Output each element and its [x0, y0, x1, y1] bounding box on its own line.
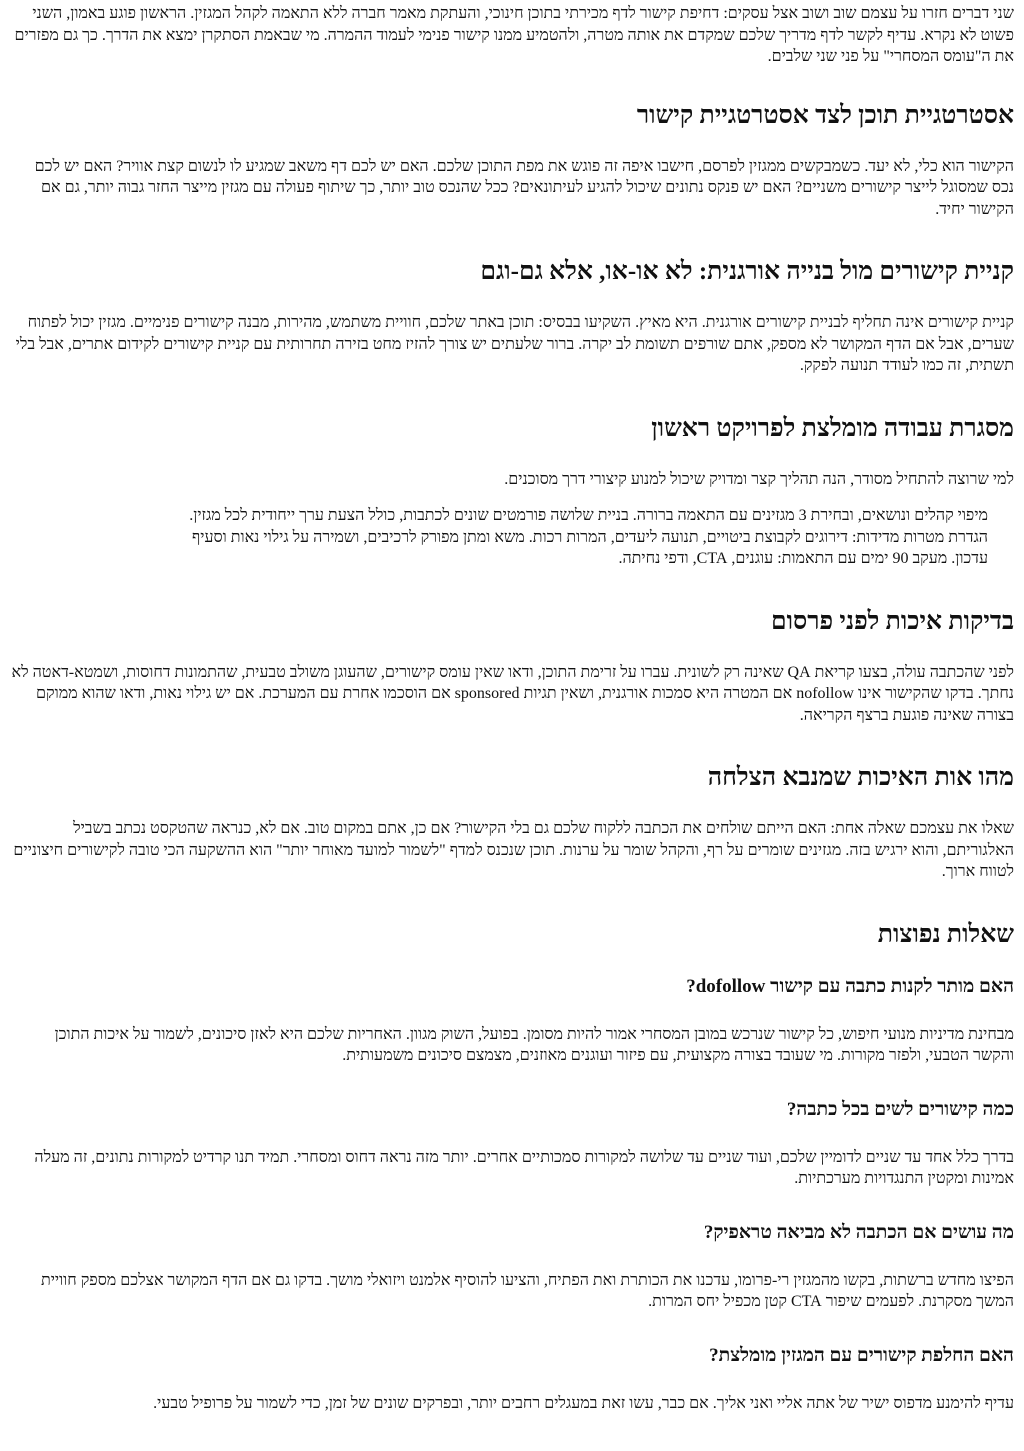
faq-question: האם החלפת קישורים עם המגזין מומלצת? — [709, 1344, 1014, 1366]
faq-question: האם מותר לקנות כתבה עם קישור dofollow? — [686, 975, 1014, 997]
faq-question: מה עושים אם הכתבה לא מביאה טראפיק? — [703, 1221, 1014, 1243]
framework-list — [10, 505, 1014, 570]
section-body-content-strategy: הקישור הוא כלי, לא יעד. כשמבקשים ממגזין לפרסם, חישבו איפה זה פוגש את מפת התוכן שלכם. האם יש לכם דף משאב שמגיע לו לנשום קצת אוויר? האם יש לכם נכס שמסוגל לייצר קישורים משניים? האם יש פנקס נתונים שיכול להגיע לעיתונאים? ככל שהנכס טוב יותר, כך שיתוף פעולה עם מגזין מייצר החזר גבוה יותר, גם אם הקישור יחיד. — [34, 157, 1014, 218]
section-body-quality-checks: לפני שהכתבה עולה, בצעו קריאת QA שאינה רק לשונית. עברו על זרימת התוכן, ודאו שאין עומס קישורים, שהעוגן משולב טבעית, שהתמונות דחוסות, ושמטא-דאטה לא נחתך. בדקו שהקישור אינו nofollow אם המטרה היא סמכות אורגנית, ושאין תגיות sponsored אם הוסכמו אחרת עם המערכת. אם יש גילוי נאות, ודאו שהוא ממוקם בצורה שאינה פוגעת ברצף הקריאה. — [11, 663, 1014, 724]
faq-answer: הפיצו מחדש ברשתות, בקשו מהמגזין רי-פרומו, עדכנו את הכותרת ואת הפתיח, והציעו להוסיף אלמנט ויזואלי מושך. בדקו גם אם הדף המקושר אצלכם מספק חוויית המשך מסקרנת. לפעמים שיפור CTA קטן מכפיל יחס המרות. — [40, 1271, 1014, 1310]
list-item: הגדרת מטרות מדידות: דירוגים לקבוצת ביטויים, תנועה ליעדים, המרות רכות. משא ומתן מפורק לרכיבים, ושמירה על גילוי נאות וסעיף — [191, 528, 988, 546]
faq-answer: עדיף להימנע מדפוס ישיר של אתה אליי ואני אליך. אם כבר, עשו זאת במעגלים רחבים יותר, ובפרקים שונים של זמן, כדי לשמור על פרופיל טבעי. — [153, 1394, 1014, 1412]
section-heading-content-strategy: אסטרטגיית תוכן לצד אסטרטגיית קישור — [636, 101, 1014, 129]
intro-paragraph: שני דברים חזרו על עצמם שוב ושוב אצל עסקים: דחיפת קישור לדף מכירתי בתוכן חינוכי, והעתקת מאמר חברה ללא התאמה לקהל המגזין. הראשון פוגע באמון, השני פשוט לא נקרא. עדיף לקשר לדף מדריך שלכם שמקדם את אותה מטרה, ולהטמיע ממנו קישור פנימי לעמוד ההמרה. מי שבאמת הסתקרן ימצא את הדרך. כך גם מפזרים את ה"עומס המסחרי" על פני שני שלבים. — [14, 5, 1014, 65]
section-heading-quality-signal: מהו אות האיכות שמנבא הצלחה — [707, 764, 1014, 791]
section-body-quality-signal: שאלו את עצמכם שאלה אחת: האם הייתם שולחים את הכתבה ללקוח שלכם גם בלי הקישור? אם כן, אתם במקום טוב. אם לא, כנראה שהטקסט נכתב בשביל האלגוריתם, והוא ירגיש בזה. מגזינים שומרים על רף, והקהל שומר על ערנות. תוכן שנכנס למדף "לשמור למועד מאוחר יותר" הוא ההשקעה הכי טובה לקישורים חיצוניים לטווח ארוך. — [13, 820, 1014, 880]
section-heading-quality-checks: בדיקות איכות לפני פרסום — [771, 607, 1014, 635]
faq-answer: בדרך כלל אחד עד שניים לדומיין שלכם, ועוד שניים עד שלושה למקורות סמכותיים אחרים. יותר מזה נראה דחוס ומסחרי. תמיד תנו קרדיט למקורות נתונים, זה מעלה אמינות ומקטין התנגדויות מערכתיות. — [34, 1148, 1014, 1187]
list-item: עדכון. מעקב 90 ימים עם התאמות: עוגנים, CTA, ודפי נחיתה. — [618, 550, 988, 567]
faq-question: כמה קישורים לשים בכל כתבה? — [786, 1098, 1014, 1120]
section-body-framework: למי שרוצה להתחיל מסודר, הנה תהליך קצר ומדויק שיכול למנוע קיצורי דרך מסוכנים. — [504, 470, 1014, 488]
faq-answer: מבחינת מדיניות מנועי חיפוש, כל קישור שנרכש במובן המסחרי אמור להיות מסומן. בפועל, השוק מגוון. האחריות שלכם היא לאזן סיכונים, לשמור על איכות התוכן והקשר הטבעי, ולפזר מקורות. מי שעובד בצורה מקצועית, עם פיזור ועוגנים מאוזנים, מצמצם סיכונים משמעותית. — [54, 1025, 1014, 1064]
article — [0, 3, 1024, 1414]
list-item: מיפוי קהלים ונושאים, ובחירת 3 מגזינים עם התאמה ברורה. בניית שלושה פורמטים שונים לכתבות, כולל הצעת ערך ייחודית לכל מגזין. — [189, 507, 988, 524]
section-heading-framework: מסגרת עבודה מומלצת לפרויקט ראשון — [651, 414, 1014, 442]
faq-heading: שאלות נפוצות — [877, 920, 1014, 948]
section-body-buying-vs-organic: קניית קישורים אינה תחליף לבניית קישורים אורגנית. היא מאיץ. השקיעו בבסיס: תוכן באתר שלכם, חוויית משתמש, מהירות, מבנה קישורים פנימיים. מגזין יכול לפתוח שערים, אבל אם הדף המקושר לא מספק, אתם שורפים תשומת לב יקרה. ברור שלעתים יש צורך להזיז מחט בזירה תחרותית עם קניית קישורים לקידום אתרים, אבל בלי תשתית, זה כמו לעודד תנועה לפקק. — [15, 314, 1014, 374]
section-heading-buying-vs-organic: קניית קישורים מול בנייה אורגנית: לא או-או, אלא גם-וגם — [480, 258, 1014, 285]
